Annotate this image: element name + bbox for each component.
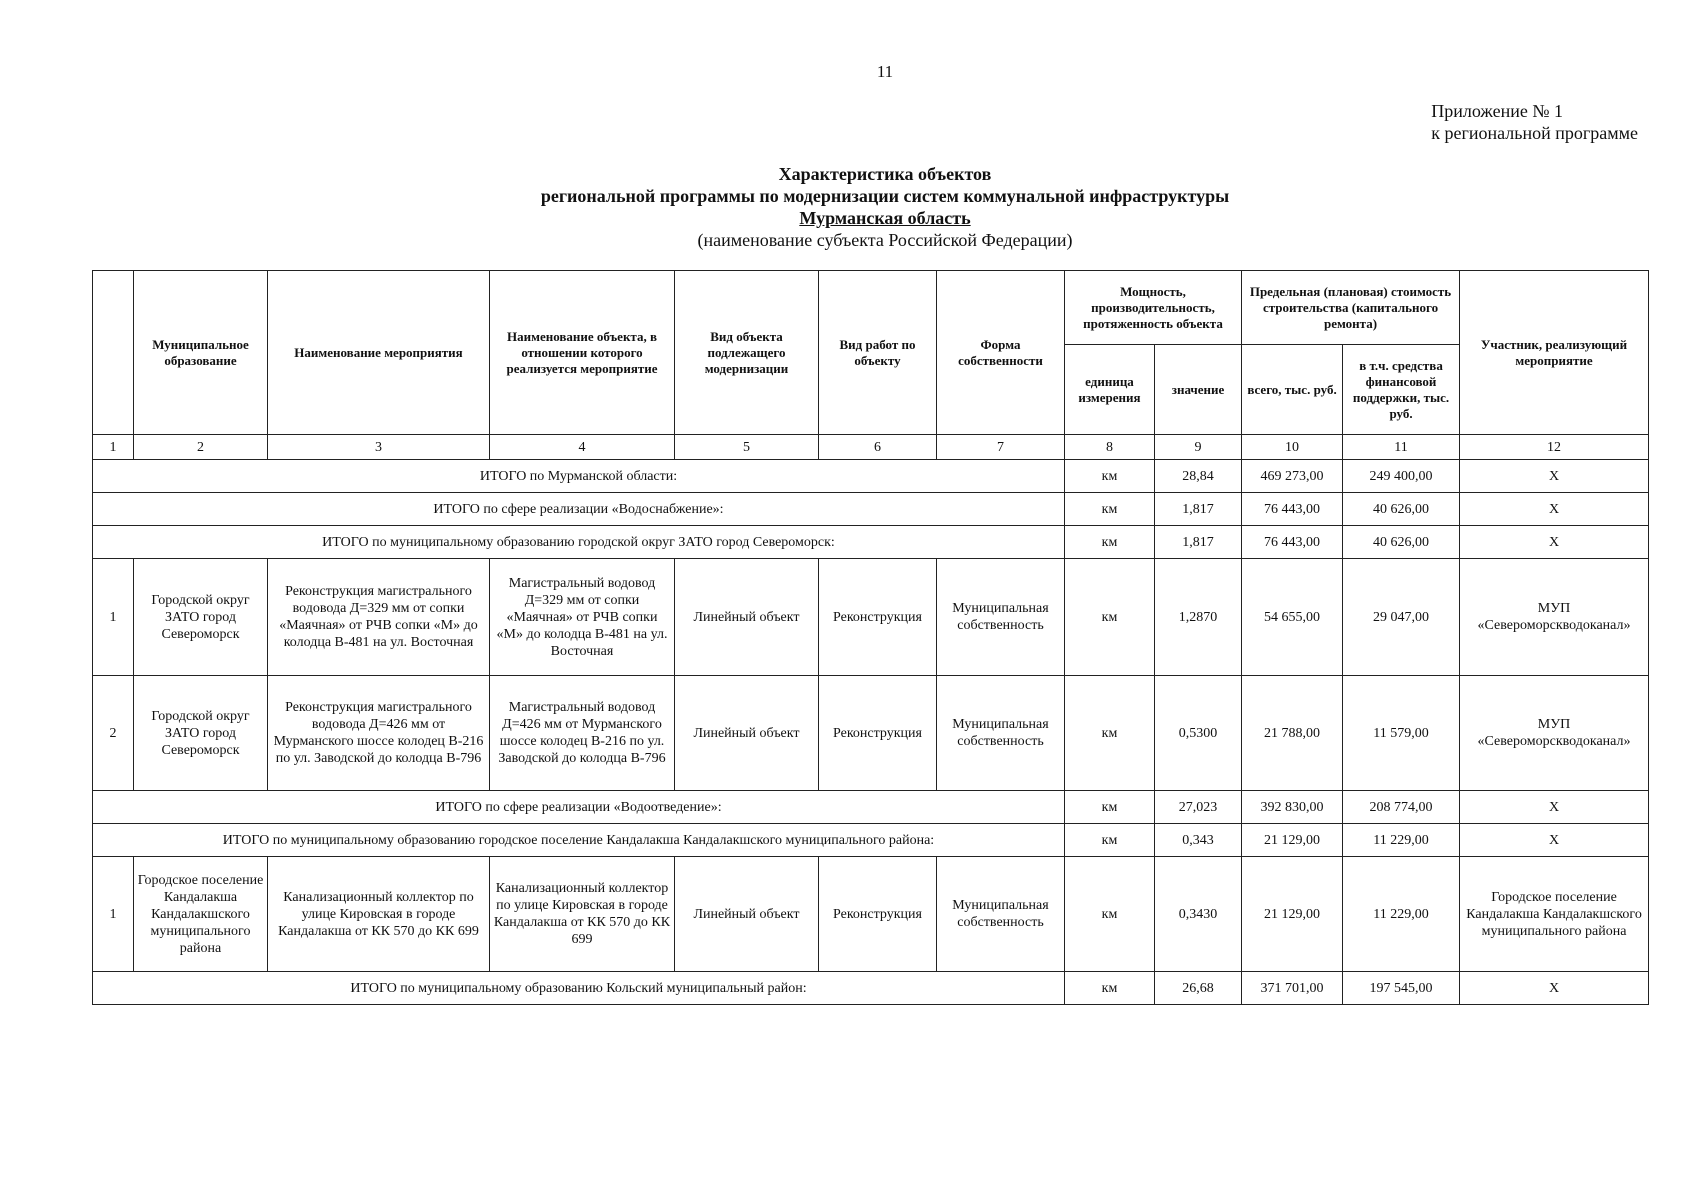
column-number: 8 [1065, 435, 1155, 460]
row-object-type: Линейный объект [675, 857, 819, 972]
row-measure: Реконструкция магистрального водовода Д=426 мм от Мурманского шоссе колодец В-216 по ул. Заводской до колодца В-796 [268, 676, 490, 791]
column-number: 4 [490, 435, 675, 460]
row-total: 21 788,00 [1242, 676, 1343, 791]
total-participant: X [1460, 791, 1649, 824]
total-row-kandalaksha [93, 824, 1649, 857]
row-support: 11 579,00 [1343, 676, 1460, 791]
column-number: 2 [134, 435, 268, 460]
row-unit: км [1065, 676, 1155, 791]
total-support: 249 400,00 [1343, 460, 1460, 493]
row-municipality: Городской округ ЗАТО город Североморск [134, 676, 268, 791]
row-number: 1 [93, 559, 134, 676]
total-row-kola [93, 972, 1649, 1005]
column-number: 12 [1460, 435, 1649, 460]
region-note: (наименование субъекта Российской Федерации) [697, 230, 1073, 250]
header-unit: единица измерения [1065, 345, 1155, 435]
row-participant: МУП «Североморскводоканал» [1460, 559, 1649, 676]
row-work-type: Реконструкция [819, 559, 937, 676]
total-value: 0,343 [1155, 824, 1242, 857]
header-support: в т.ч. средства финансовой поддержки, тыс. руб. [1343, 345, 1460, 435]
total-value: 27,023 [1155, 791, 1242, 824]
row-object-type: Линейный объект [675, 559, 819, 676]
total-label: ИТОГО по Мурманской области: [93, 460, 1065, 493]
total-participant: X [1460, 824, 1649, 857]
total-label: ИТОГО по сфере реализации «Водоотведение»: [93, 791, 1065, 824]
column-number: 11 [1343, 435, 1460, 460]
row-value: 0,5300 [1155, 676, 1242, 791]
total-row-region [93, 460, 1649, 493]
header-num [93, 271, 134, 435]
total-label: ИТОГО по муниципальному образованию Кольский муниципальный район: [93, 972, 1065, 1005]
total-unit: км [1065, 460, 1155, 493]
total-row-water-supply [93, 493, 1649, 526]
total-participant: X [1460, 526, 1649, 559]
header-municipality: Муниципальное образование [134, 271, 268, 435]
total-label: ИТОГО по муниципальному образованию городское поселение Кандалакша Кандалакшского муниципального района: [93, 824, 1065, 857]
header-row [93, 271, 1649, 345]
row-object-type: Линейный объект [675, 676, 819, 791]
total-unit: км [1065, 791, 1155, 824]
row-municipality: Городское поселение Кандалакша Кандалакшского муниципального района [134, 857, 268, 972]
total-row-severomorsk [93, 526, 1649, 559]
total-value: 26,68 [1155, 972, 1242, 1005]
total-unit: км [1065, 493, 1155, 526]
column-number: 6 [819, 435, 937, 460]
row-value: 1,2870 [1155, 559, 1242, 676]
appendix-line-1: Приложение № 1 [1431, 101, 1564, 121]
total-cost: 469 273,00 [1242, 460, 1343, 493]
column-number: 5 [675, 435, 819, 460]
header-value: значение [1155, 345, 1242, 435]
header-object-name: Наименование объекта, в отношении которого реализуется мероприятие [490, 271, 675, 435]
total-unit: км [1065, 972, 1155, 1005]
header-capacity: Мощность, производительность, протяженность объекта [1065, 271, 1242, 345]
region-name: Мурманская область [799, 208, 971, 228]
row-number: 1 [93, 857, 134, 972]
total-support: 208 774,00 [1343, 791, 1460, 824]
row-unit: км [1065, 559, 1155, 676]
page-number: 11 [876, 62, 894, 81]
table-row [93, 559, 1649, 676]
row-measure: Реконструкция магистрального водовода Д=329 мм от сопки «Маячная» от РЧВ сопки «М» до колодца В-481 на ул. Восточная [268, 559, 490, 676]
column-number: 1 [93, 435, 134, 460]
row-support: 29 047,00 [1343, 559, 1460, 676]
row-object-name: Магистральный водовод Д=329 мм от сопки «Маячная» от РЧВ сопки «М» до колодца В-481 на ул. Восточная [490, 559, 675, 676]
column-number: 7 [937, 435, 1065, 460]
header-total: всего, тыс. руб. [1242, 345, 1343, 435]
appendix-line-2: к региональной программе [1431, 123, 1638, 143]
total-cost: 392 830,00 [1242, 791, 1343, 824]
total-value: 28,84 [1155, 460, 1242, 493]
row-total: 21 129,00 [1242, 857, 1343, 972]
row-work-type: Реконструкция [819, 676, 937, 791]
total-value: 1,817 [1155, 526, 1242, 559]
row-ownership: Муниципальная собственность [937, 559, 1065, 676]
document-title [0, 163, 1708, 251]
row-value: 0,3430 [1155, 857, 1242, 972]
appendix-note [1431, 100, 1638, 144]
total-row-wastewater [93, 791, 1649, 824]
row-unit: км [1065, 857, 1155, 972]
header-object-type: Вид объекта подлежащего модернизации [675, 271, 819, 435]
row-object-name: Канализационный коллектор по улице Кировская в городе Кандалакша от КК 570 до КК 699 [490, 857, 675, 972]
total-cost: 76 443,00 [1242, 526, 1343, 559]
objects-table [92, 270, 1649, 1005]
column-number: 10 [1242, 435, 1343, 460]
table-row [93, 857, 1649, 972]
title-line-1: Характеристика объектов [778, 164, 992, 184]
column-number: 9 [1155, 435, 1242, 460]
total-cost: 371 701,00 [1242, 972, 1343, 1005]
header-ownership: Форма собственности [937, 271, 1065, 435]
row-municipality: Городской округ ЗАТО город Североморск [134, 559, 268, 676]
total-value: 1,817 [1155, 493, 1242, 526]
header-work-type: Вид работ по объекту [819, 271, 937, 435]
total-participant: X [1460, 493, 1649, 526]
total-support: 11 229,00 [1343, 824, 1460, 857]
total-support: 40 626,00 [1343, 526, 1460, 559]
total-participant: X [1460, 972, 1649, 1005]
total-support: 40 626,00 [1343, 493, 1460, 526]
total-cost: 76 443,00 [1242, 493, 1343, 526]
table-row [93, 676, 1649, 791]
row-ownership: Муниципальная собственность [937, 676, 1065, 791]
column-number-row [93, 435, 1649, 460]
header-participant: Участник, реализующий мероприятие [1460, 271, 1649, 435]
column-number: 3 [268, 435, 490, 460]
row-object-name: Магистральный водовод Д=426 мм от Мурманского шоссе колодец В-216 по ул. Заводской до колодца В-796 [490, 676, 675, 791]
row-participant: МУП «Североморскводоканал» [1460, 676, 1649, 791]
row-total: 54 655,00 [1242, 559, 1343, 676]
row-measure: Канализационный коллектор по улице Кировская в городе Кандалакша от КК 570 до КК 699 [268, 857, 490, 972]
total-unit: км [1065, 824, 1155, 857]
total-label: ИТОГО по сфере реализации «Водоснабжение»: [93, 493, 1065, 526]
row-work-type: Реконструкция [819, 857, 937, 972]
row-participant: Городское поселение Кандалакша Кандалакшского муниципального района [1460, 857, 1649, 972]
total-label: ИТОГО по муниципальному образованию городской округ ЗАТО город Североморск: [93, 526, 1065, 559]
total-participant: X [1460, 460, 1649, 493]
title-line-2: региональной программы по модернизации систем коммунальной инфраструктуры [540, 186, 1230, 206]
row-number: 2 [93, 676, 134, 791]
total-cost: 21 129,00 [1242, 824, 1343, 857]
header-cost: Предельная (плановая) стоимость строительства (капитального ремонта) [1242, 271, 1460, 345]
header-measure: Наименование мероприятия [268, 271, 490, 435]
total-support: 197 545,00 [1343, 972, 1460, 1005]
row-ownership: Муниципальная собственность [937, 857, 1065, 972]
total-unit: км [1065, 526, 1155, 559]
row-support: 11 229,00 [1343, 857, 1460, 972]
